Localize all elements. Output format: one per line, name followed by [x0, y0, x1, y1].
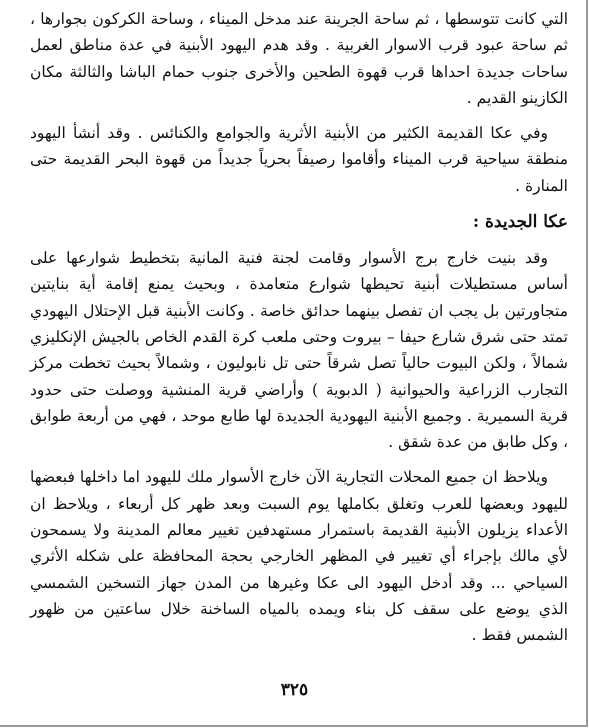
paragraph-gap [30, 111, 568, 120]
paragraph-gap [30, 455, 568, 464]
section-heading: عكا الجديدة : [472, 212, 568, 233]
paragraph-old-acre: وفي عكا القديمة الكثير من الأبنية الأثرية والجوامع والكنائس . وقد أنشأ اليهود منطقة سياحية قرب الميناء وأقاموا رصيفاً بحرياً جديداً من قهوة البحر القديمة حتى المنارة . [30, 124, 568, 195]
paragraph-gap [30, 199, 568, 208]
paragraph-squares: التي كانت تتوسطها ، ثم ساحة الجرينة عند مدخل الميناء ، وساحة الكركون بجوارها ، ثم ساحة عبود قرب الاسوار الغربية . وقد هدم اليهود الأبنية في عدة مناطق لعمل ساحات جديدة احداها قرب قهوة الطحين والأخرى جنوب حمام الباشا والثالثة مكان الكازينو القديم . [30, 10, 568, 107]
paragraph-gap [30, 236, 568, 245]
paragraph-new-acre: وقد بنيت خارج برج الأسوار وقامت لجنة فنية المانية بتخطيط شوارعها على أساس مستطيلات أبنية تحيطها شوارع متعامدة ، وبحيث يمنع إقامة أية بنايتين متجاورتين بل يجب ان تفصل بينهما حدائق خاصة . وكانت الأبنية قبل الإحتلال اليهودي تمتد حتى شرق شارع حيفا – بيروت وحتى ملعب كرة القدم الخاص بالجيش الإنكليزي شمالاً ، ولكن البيوت حالياً تصل شرقاً حتى تل نابوليون ، وشمالاً بحيث تخطت مركز التجارب الزراعية والحيوانية ( الدبوية ) وأراضي قرية المنشية ووصلت حتى حدود قرية السميرية . وجميع الأبنية اليهودية الجديدة لها طابع موحد ، فهي من أربعة طوابق ، وكل طابق من عدة شقق . [30, 249, 568, 452]
document-page [30, 6, 568, 649]
paragraph-shops: ويلاحظ ان جميع المحلات التجارية الآن خارج الأسوار ملك لليهود اما داخلها فبعضها لليهود وبعضها للعرب وتغلق بكاملها يوم السبت وبعد ظهر كل أربعاء ، ويلاحظ ان الأعداء يزيلون الأبنية القديمة باستمرار مستهدفين تغيير معالم المدينة ولا يسمحون لأي مالك بإجراء أي تغيير في المظهر الخارجي بحجة المحافظة على شكله الأثري السياحي ... وقد أدخل اليهود الى عكا وغيرها من المدن جهاز التسخين الشمسي الذي يوضع على سقف كل بناء ويمده بالمياه الساخنة خلال ساعتين من ظهور الشمس فقط . [30, 468, 568, 645]
page-number: ٣٢٥ [280, 680, 309, 700]
